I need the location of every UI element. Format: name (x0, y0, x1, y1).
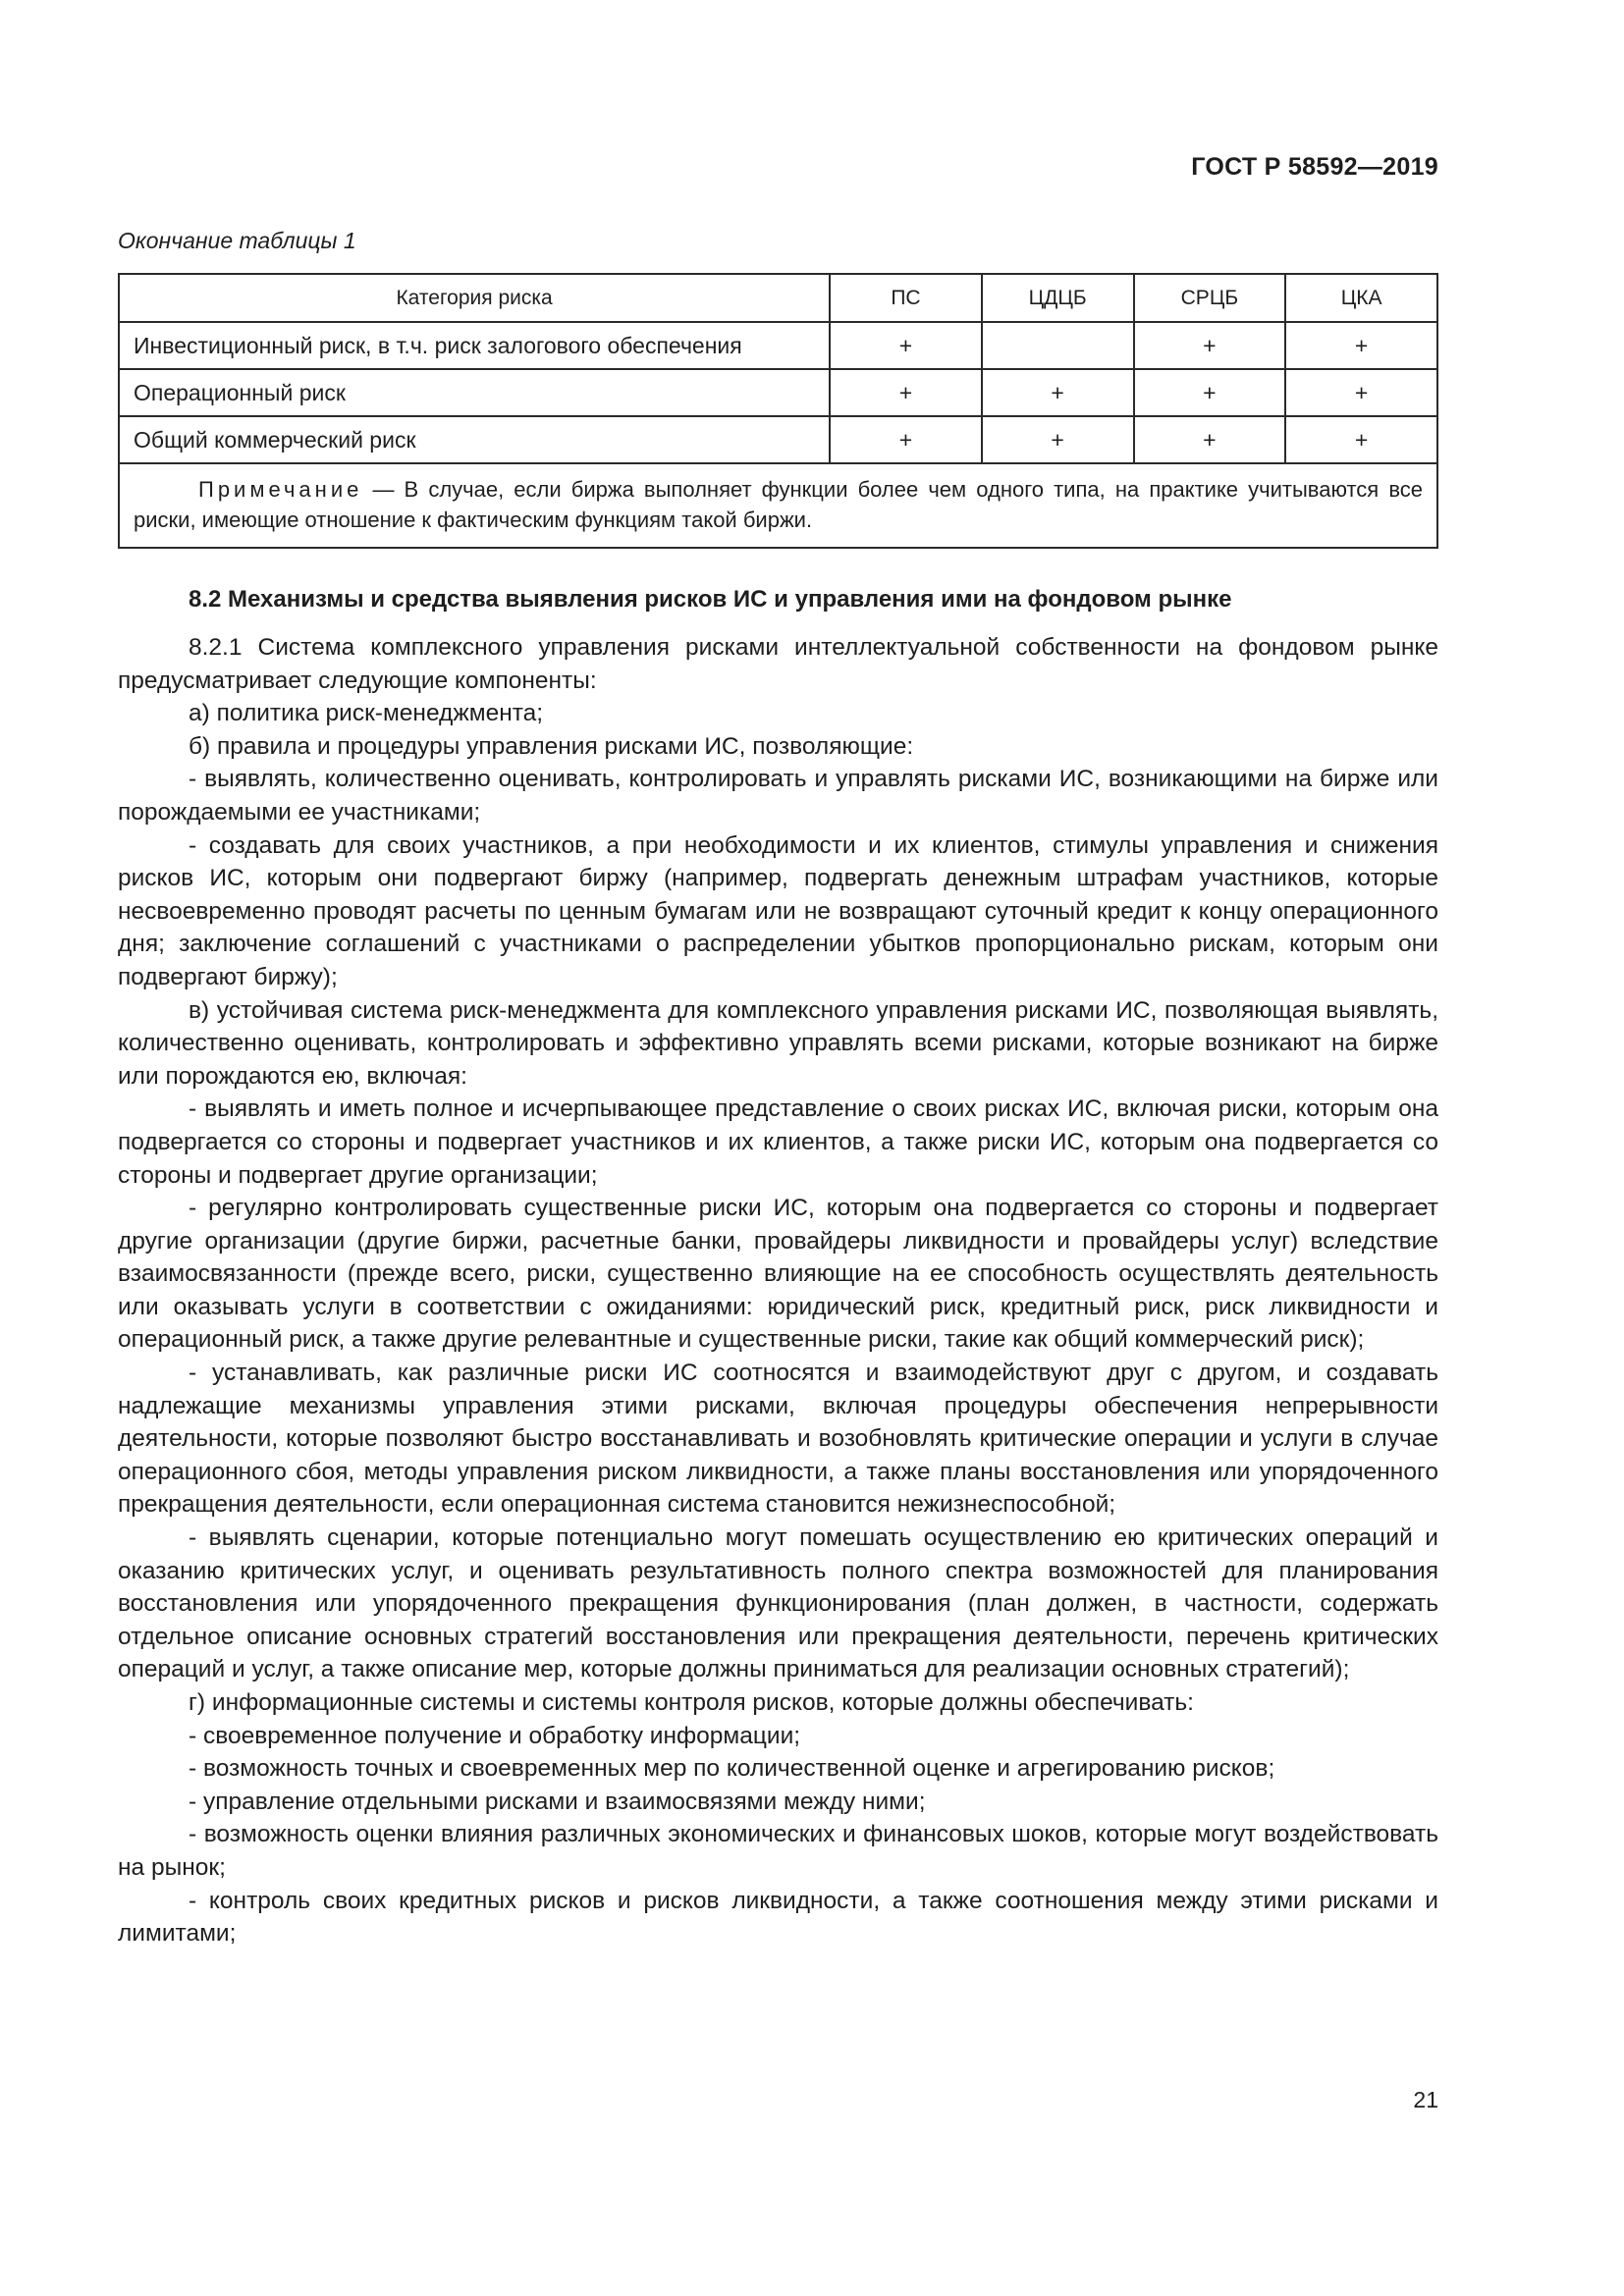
risk-category-table (118, 273, 1438, 549)
cell-mark: + (1285, 369, 1437, 416)
cell-mark: + (1285, 322, 1437, 369)
note-text: — В случае, если биржа выполняет функции более чем одного типа, на практике учитываются все риски, имеющие отношение к фактическим функциям такой биржи. (134, 477, 1423, 532)
paragraph: - своевременное получение и обработку информации; (189, 1722, 801, 1749)
cell-mark: + (1285, 416, 1437, 463)
paragraph: - контроль своих кредитных рисков и рисков ликвидности, а также соотношения между этими рисками и лимитами; (118, 1887, 1438, 1948)
column-header-tska: ЦКА (1285, 274, 1437, 322)
table-row (119, 322, 1437, 369)
table-note (119, 463, 1437, 548)
cell-mark: + (982, 416, 1134, 463)
paragraph: - выявлять, количественно оценивать, контролировать и управлять рисками ИС, возникающими на бирже или порождаемыми ее участниками; (118, 766, 1438, 826)
table-note-row (119, 463, 1437, 548)
section-body (118, 631, 1438, 1950)
row-category: Операционный риск (119, 369, 830, 416)
table-row (119, 369, 1437, 416)
document-code: ГОСТ Р 58592—2019 (1191, 153, 1438, 181)
paragraph: - возможность оценки влияния различных экономических и финансовых шоков, которые могут воздействовать на рынок; (118, 1821, 1438, 1881)
column-header-category: Категория риска (119, 274, 830, 322)
paragraph: - управление отдельными рисками и взаимосвязями между ними; (189, 1788, 926, 1815)
paragraph: - возможность точных и своевременных мер по количественной оценке и агрегированию рисков; (189, 1755, 1275, 1783)
row-category: Общий коммерческий риск (119, 416, 830, 463)
paragraph: - регулярно контролировать существенные риски ИС, которым она подвергается со стороны и подвергает другие организации (другие биржи, расчетные банки, провайдеры ликвидности и провайдеры услуг) вследствие взаимосвязанности (прежде всего, риски, существенно влияющие на ее способность осуществлять деятельность или оказывать услуги в соответствии с ожиданиями: юридический риск, кредитный риск, риск ликвидности и операционный риск, а также другие релевантные и существенные риски, такие как общий коммерческий риск); (118, 1195, 1438, 1354)
paragraph: 8.2.1 Система комплексного управления рисками интеллектуальной собственности на фондовом рынке предусматривает следующие компоненты: (118, 634, 1438, 694)
section-title: 8.2 Механизмы и средства выявления рисков ИС и управления ими на фондовом рынке (189, 586, 1232, 613)
note-label: Примечание (198, 477, 363, 502)
paragraph: - устанавливать, как различные риски ИС соотносятся и взаимодействуют друг с другом, и создавать надлежащие механизмы управления этими рисками, включая процедуры обеспечения непрерывности деятельности, которые позволяют быстро восстанавливать и возобновлять критические операции и услуги в случае операционного сбоя, методы управления риском ликвидности, а также планы восстановления или упорядоченного прекращения деятельности, если операционная система становится нежизнеспособной; (118, 1360, 1438, 1519)
cell-mark: + (830, 322, 982, 369)
column-header-tsdtsb: ЦДЦБ (982, 274, 1134, 322)
cell-mark: + (830, 369, 982, 416)
table-caption: Окончание таблицы 1 (118, 228, 356, 253)
row-category: Инвестиционный риск, в т.ч. риск залогового обеспечения (119, 322, 830, 369)
paragraph: б) правила и процедуры управления рисками ИС, позволяющие: (189, 732, 914, 760)
page-number: 21 (1413, 2087, 1438, 2112)
paragraph: - создавать для своих участников, а при необходимости и их клиентов, стимулы управления и снижения рисков ИС, которым они подвергают биржу (например, подвергать денежным штрафам участников, которые несвоевременно проводят расчеты по ценным бумагам или не возвращают суточный кредит к концу операционного дня; заключение соглашений с участниками о распределении убытков пропорционально рискам, которым они подвергают биржу); (118, 831, 1438, 990)
cell-mark: + (1134, 416, 1286, 463)
paragraph: а) политика риск-менеджмента; (189, 700, 544, 727)
table-row (119, 416, 1437, 463)
cell-mark: + (830, 416, 982, 463)
column-header-ps: ПС (830, 274, 982, 322)
cell-mark: + (1134, 369, 1286, 416)
cell-mark: + (982, 369, 1134, 416)
column-header-srtsb: СРЦБ (1134, 274, 1286, 322)
cell-mark: + (1134, 322, 1286, 369)
table-header-row (119, 274, 1437, 322)
paragraph: г) информационные системы и системы контроля рисков, которые должны обеспечивать: (189, 1689, 1194, 1716)
paragraph: в) устойчивая система риск-менеджмента для комплексного управления рисками ИС, позволяющая выявлять, количественно оценивать, контролировать и эффективно управлять всеми рисками, которые возникают на бирже или порождаются ею, включая: (118, 996, 1438, 1090)
cell-mark (982, 322, 1134, 369)
paragraph: - выявлять и иметь полное и исчерпывающее представление о своих рисках ИС, включая риски, которым она подвергается со стороны и подвергает участников и их клиентов, а также риски ИС, которым она подвергается со стороны и подвергает другие организации; (118, 1095, 1438, 1189)
paragraph: - выявлять сценарии, которые потенциально могут помешать осуществлению ею критических операций и оказанию критических услуг, и оценивать результативность полного спектра возможностей для планирования восстановления или упорядоченного прекращения функционирования (план должен, в частности, содержать отдельное описание основных стратегий восстановления или прекращения деятельности, перечень критических операций и услуг, а также описание мер, которые должны приниматься для реализации основных стратегий); (118, 1524, 1438, 1683)
